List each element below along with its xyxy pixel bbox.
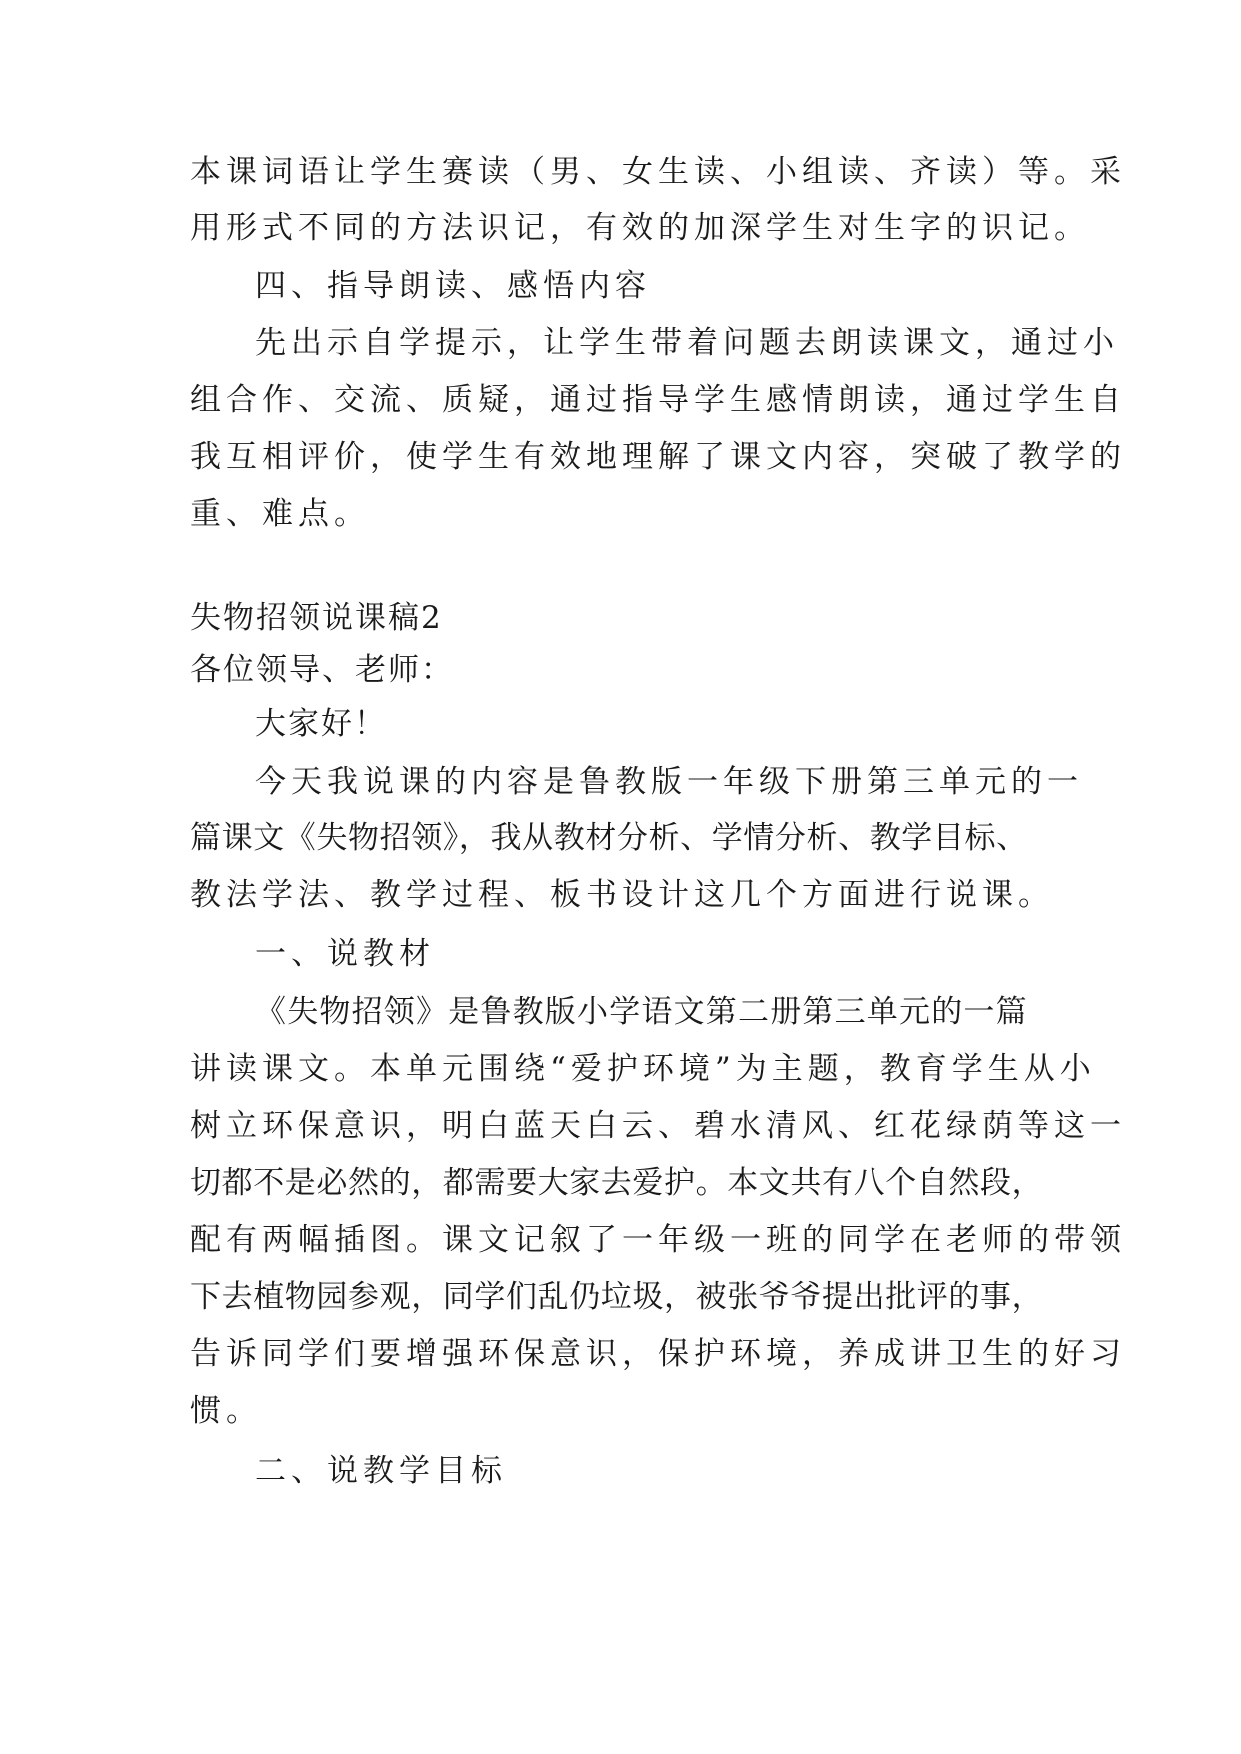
paragraph-line: 我互相评价，使学生有效地理解了课文内容，突破了教学的 xyxy=(190,439,1126,475)
paragraph-line: 用形式不同的方法识记，有效的加深学生对生字的识记。 xyxy=(190,210,1090,246)
paragraph-line: 教法学法、教学过程、板书设计这几个方面进行说课。 xyxy=(190,877,1054,913)
paragraph-line: 本课词语让学生赛读（男、女生读、小组读、齐读）等。采 xyxy=(190,154,1126,190)
paragraph-line: 下去植物园参观，同学们乱仍垃圾，被张爷爷提出批评的事， xyxy=(190,1279,1044,1315)
paragraph-line: 先出示自学提示，让学生带着问题去朗读课文，通过小 xyxy=(255,325,1119,361)
paragraph-line: 重、难点。 xyxy=(190,496,370,532)
paragraph-line: 《失物招领》是鲁教版小学语文第二册第三单元的一篇 xyxy=(255,994,1028,1030)
paragraph-line: 讲读课文。本单元围绕“爱护环境”为主题，教育学生从小 xyxy=(190,1051,1096,1087)
section-heading: 一、说教材 xyxy=(255,936,435,972)
greeting: 大家好！ xyxy=(255,706,387,742)
paragraph-line: 惯。 xyxy=(190,1393,262,1429)
paragraph-line: 今天我说课的内容是鲁教版一年级下册第三单元的一 xyxy=(255,764,1083,800)
paragraph-line: 告诉同学们要增强环保意识，保护环境，养成讲卫生的好习 xyxy=(190,1336,1126,1372)
paragraph-line: 切都不是必然的，都需要大家去爱护。本文共有八个自然段， xyxy=(190,1165,1044,1201)
paragraph-line: 组合作、交流、质疑，通过指导学生感情朗读，通过学生自 xyxy=(190,382,1126,418)
paragraph-line: 树立环保意识，明白蓝天白云、碧水清风、红花绿荫等这一 xyxy=(190,1108,1126,1144)
paragraph-line: 配有两幅插图。课文记叙了一年级一班的同学在老师的带领 xyxy=(190,1222,1126,1258)
section-heading: 四、指导朗读、感悟内容 xyxy=(255,268,651,304)
document-title: 失物招领说课稿2 xyxy=(190,600,443,636)
section-heading: 二、说教学目标 xyxy=(255,1453,507,1489)
paragraph-line: 篇课文《失物招领》，我从教材分析、学情分析、教学目标、 xyxy=(190,820,1028,856)
salutation: 各位领导、老师： xyxy=(190,652,454,688)
